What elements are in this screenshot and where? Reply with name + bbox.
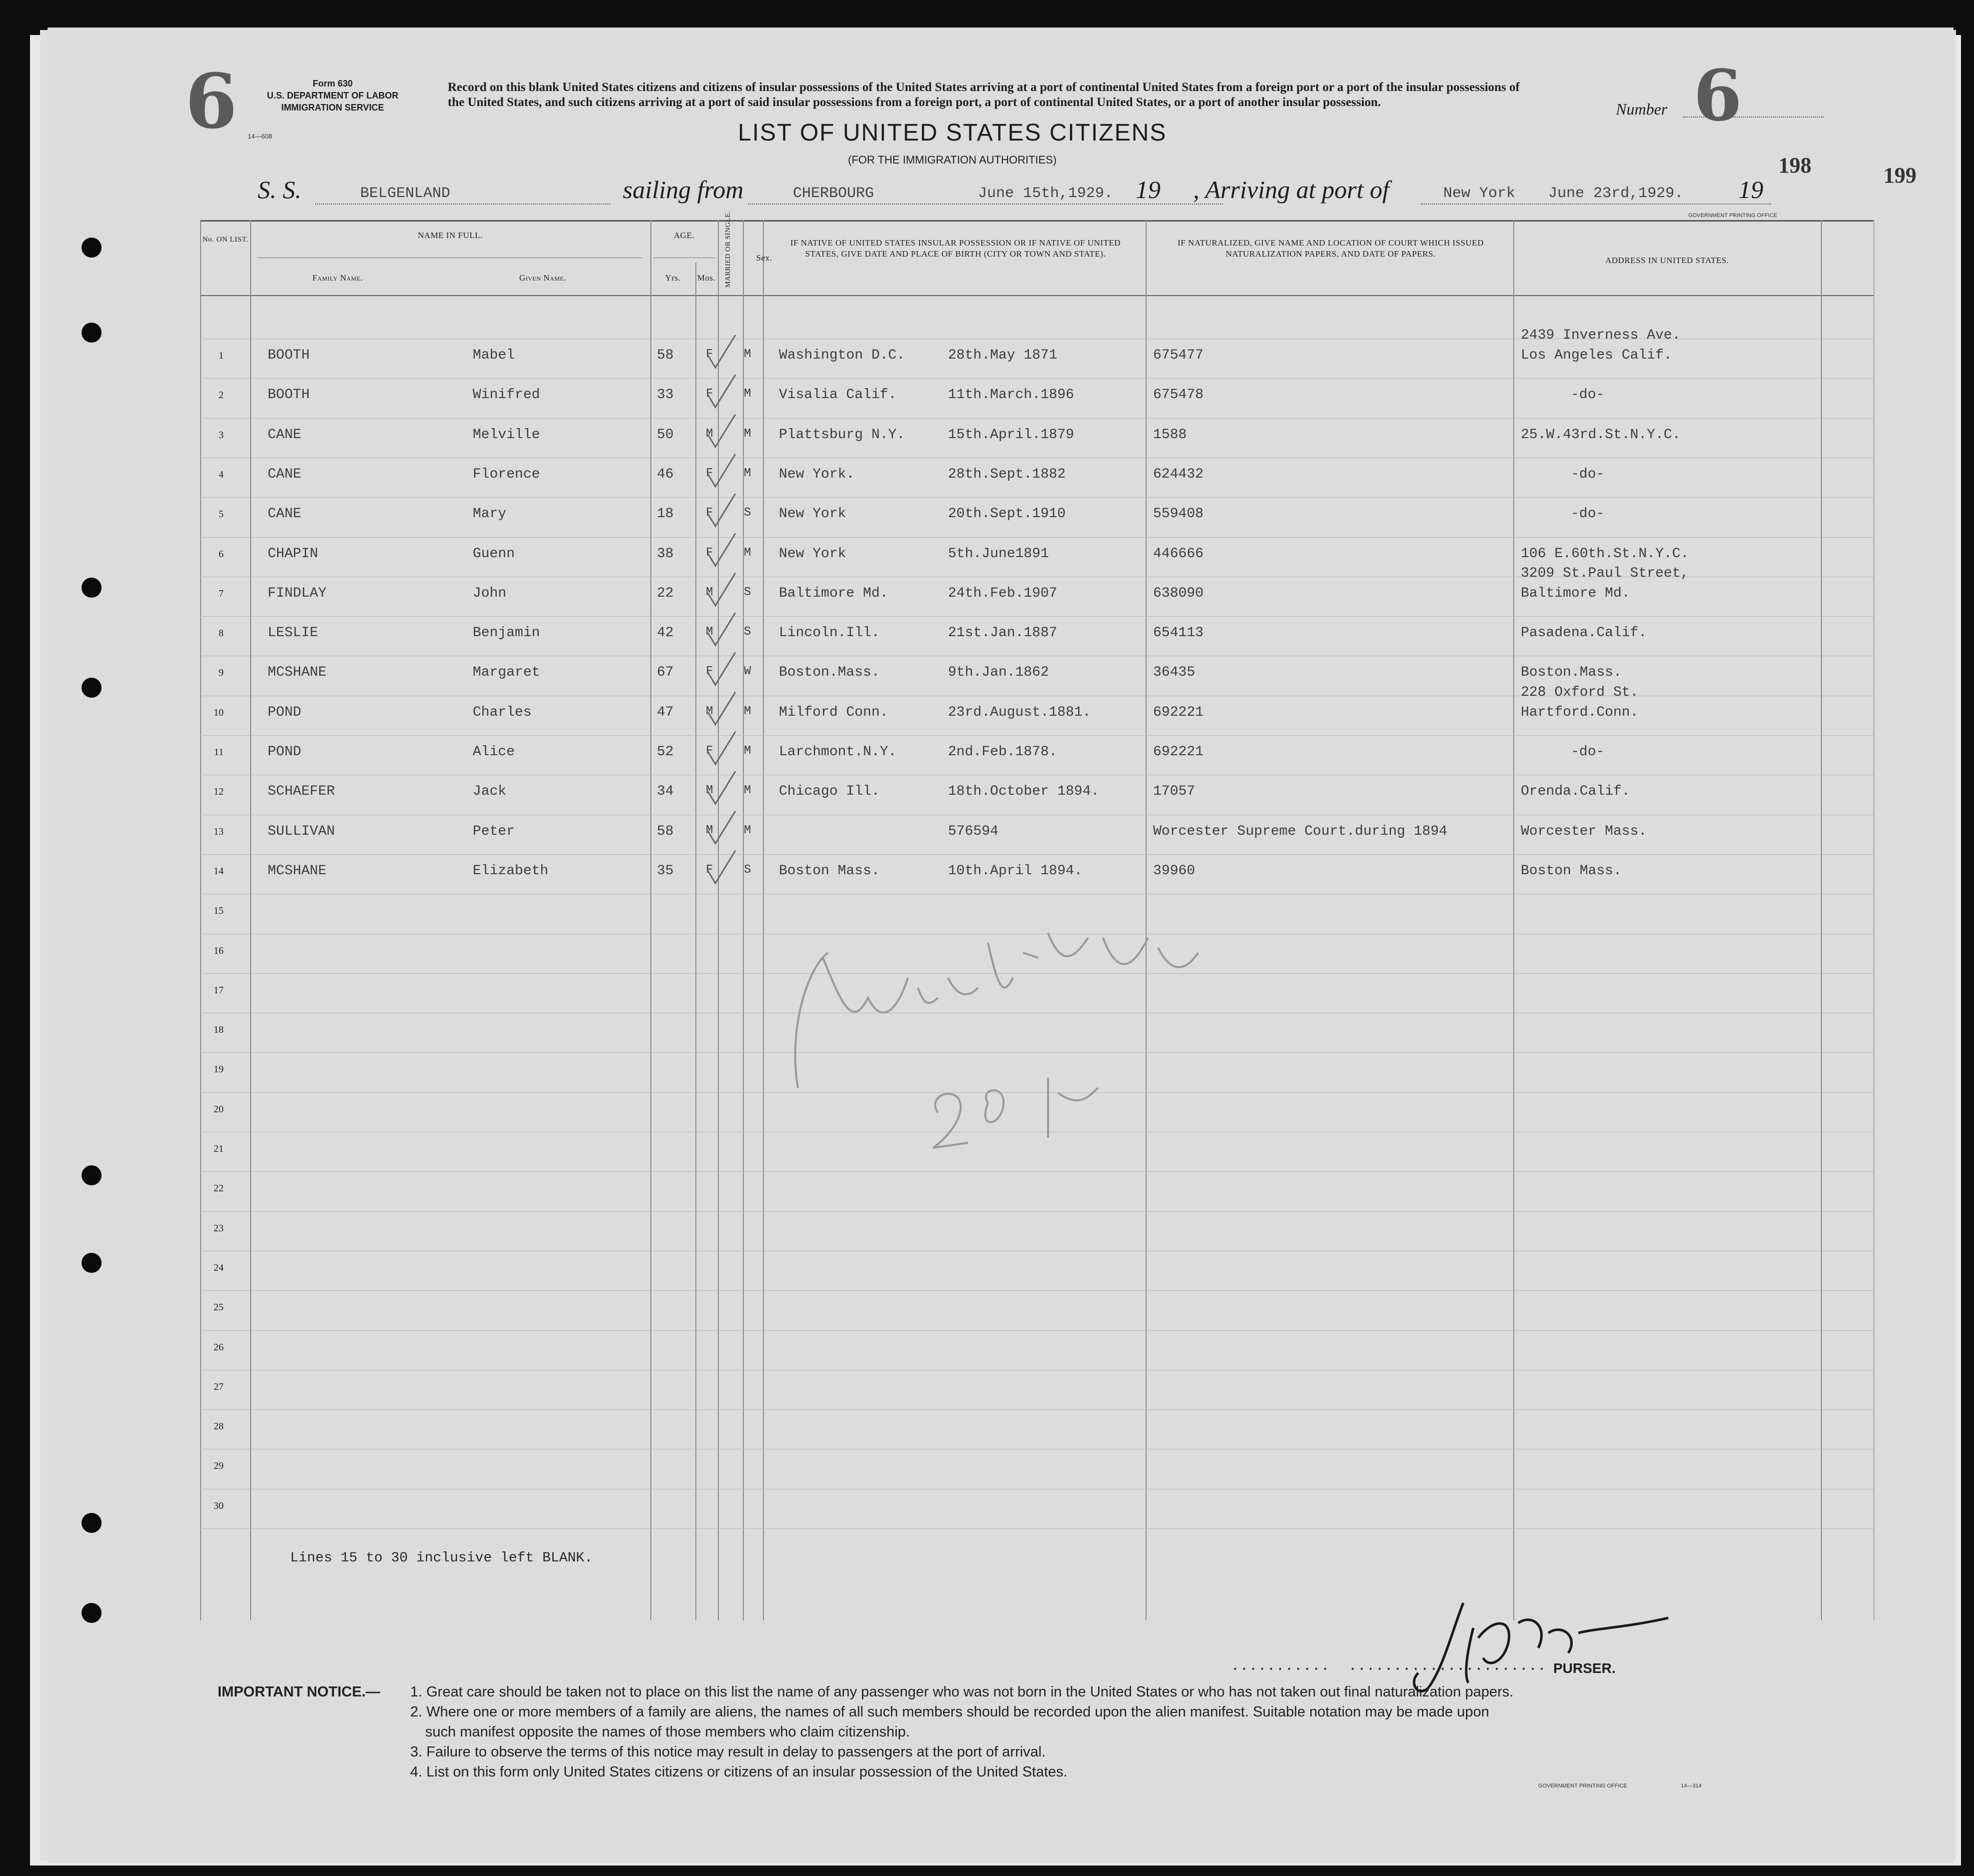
row-number: 27 xyxy=(214,1381,224,1392)
sex: M xyxy=(706,625,713,639)
address: 25.W.43rd.St.N.Y.C. xyxy=(1521,427,1681,443)
binder-hole xyxy=(82,1165,102,1185)
row-rule xyxy=(200,1330,1873,1331)
arrival-port: New York xyxy=(1443,185,1516,202)
naturalization: 654113 xyxy=(1153,625,1204,641)
naturalization: 1588 xyxy=(1153,427,1187,443)
given-name: Alice xyxy=(473,744,515,760)
table-top-rule xyxy=(200,220,1873,222)
age-years: 52 xyxy=(657,744,674,760)
sex: F xyxy=(706,665,713,679)
sex: F xyxy=(706,744,713,758)
row-number: 4 xyxy=(219,469,224,480)
birth-date: 21st.Jan.1887 xyxy=(948,625,1058,641)
family-name: CHAPIN xyxy=(268,546,318,562)
age-years: 18 xyxy=(657,506,674,522)
row-number: 25 xyxy=(214,1302,224,1313)
col-header-yrs: Yrs. xyxy=(665,273,681,283)
sex: F xyxy=(706,506,713,520)
sex: M xyxy=(706,427,713,441)
year-19-a: 19 xyxy=(1136,176,1161,204)
given-name: John xyxy=(473,585,507,601)
purser-label: PURSER. xyxy=(1553,1660,1616,1676)
notice-1: 1. Great care should be taken not to place on this list the name of any passenger who was not born in the United States or who has not taken out final naturalization papers. xyxy=(410,1684,1514,1700)
marital-status: W xyxy=(744,665,751,679)
sex: F xyxy=(706,348,713,361)
family-name: POND xyxy=(268,704,302,720)
marital-status: M xyxy=(744,704,751,718)
check-mark xyxy=(708,454,735,487)
form-code: 14—608 xyxy=(248,133,273,140)
row-number: 16 xyxy=(214,945,224,956)
row-number: 8 xyxy=(219,628,224,639)
col-header-no: No. ON LIST. xyxy=(202,236,249,244)
check-mark xyxy=(708,573,735,606)
check-mark xyxy=(708,771,735,804)
birth-place: Lincoln.Ill. xyxy=(779,625,880,641)
age-years: 35 xyxy=(657,863,674,879)
given-name: Winifred xyxy=(473,387,540,403)
ss-label: S. S. xyxy=(258,176,302,204)
sex: M xyxy=(706,823,713,837)
col-rule xyxy=(650,220,651,1620)
footer-gpo: GOVERNMENT PRINTING OFFICE xyxy=(1538,1783,1627,1789)
row-number: 18 xyxy=(214,1024,224,1036)
binder-hole xyxy=(82,323,102,343)
age-years: 58 xyxy=(657,823,674,839)
birth-place: Washington D.C. xyxy=(779,348,905,363)
birth-date: 24th.Feb.1907 xyxy=(948,585,1058,601)
binder-hole xyxy=(82,1513,102,1533)
given-name: Elizabeth xyxy=(473,863,549,879)
row-number: 19 xyxy=(214,1064,224,1075)
family-name: CANE xyxy=(268,466,302,482)
birth-place: Boston.Mass. xyxy=(779,665,880,681)
birth-date: 28th.May 1871 xyxy=(948,348,1058,363)
check-mark xyxy=(708,534,735,566)
address: 106 E.60th.St.N.Y.C. xyxy=(1521,546,1689,562)
given-name: Peter xyxy=(473,823,515,839)
binder-hole xyxy=(82,238,102,258)
row-number: 29 xyxy=(214,1460,224,1472)
row-number: 12 xyxy=(214,786,224,798)
col-header-naturalized: IF NATURALIZED, GIVE NAME AND LOCATION OF COURT WHICH ISSUED NATURALIZATION PAPERS, AND DATE OF PAPERS. xyxy=(1177,238,1484,259)
marital-status: M xyxy=(744,546,751,560)
naturalization: 17057 xyxy=(1153,784,1196,800)
row-number: 13 xyxy=(214,826,224,837)
col-rule xyxy=(250,220,251,1620)
notice-2: 2. Where one or more members of a family are aliens, the names of all such members should be recorded upon the alien manifest. Suitable notation may be made upon xyxy=(410,1704,1489,1720)
birth-date: 23rd.August.1881. xyxy=(948,704,1091,720)
address: Pasadena.Calif. xyxy=(1521,625,1647,641)
naturalization: 36435 xyxy=(1153,665,1196,681)
blank-note: Lines 15 to 30 inclusive left BLANK. xyxy=(290,1550,593,1566)
birth-date: 18th.October 1894. xyxy=(948,784,1100,800)
age-years: 33 xyxy=(657,387,674,403)
birth-date: 5th.June1891 xyxy=(948,546,1049,562)
address: Worcester Mass. xyxy=(1521,823,1647,839)
row-number: 9 xyxy=(219,667,224,679)
given-name: Mary xyxy=(473,506,507,522)
row-number: 15 xyxy=(214,905,224,917)
binder-hole xyxy=(82,678,102,698)
notice-3: 3. Failure to observe the terms of this notice may result in delay to passengers at the port of arrival. xyxy=(410,1744,1046,1760)
naturalization: 624432 xyxy=(1153,466,1204,482)
birth-place: Visalia Calif. xyxy=(779,387,897,403)
address: Boston Mass. xyxy=(1521,863,1622,879)
given-name: Margaret xyxy=(473,665,540,681)
col-rule xyxy=(695,263,696,1620)
marital-status: M xyxy=(744,823,751,837)
row-number: 20 xyxy=(214,1103,224,1115)
col-header-address: ADDRESS IN UNITED STATES. xyxy=(1605,256,1729,265)
manifest-sheet xyxy=(48,28,1953,1863)
given-name: Mabel xyxy=(473,348,515,363)
check-mark xyxy=(708,811,735,844)
given-name: Florence xyxy=(473,466,540,482)
footer-form-code: 14—314 xyxy=(1681,1783,1702,1789)
check-mark xyxy=(708,375,735,407)
birth-place: New York xyxy=(779,546,846,562)
age-years: 50 xyxy=(657,427,674,443)
age-years: 42 xyxy=(657,625,674,641)
birth-date: 15th.April.1879 xyxy=(948,427,1075,443)
birth-date: 2nd.Feb.1878. xyxy=(948,744,1058,760)
row-number: 11 xyxy=(214,747,224,758)
naturalization: 446666 xyxy=(1153,546,1204,562)
page-stamp: 198 xyxy=(1778,153,1811,178)
notice-4: 4. List on this form only United States citizens or citizens of an insular possession of the United States. xyxy=(410,1764,1068,1780)
marital-status: M xyxy=(744,784,751,798)
col-header-married: MARRIED OR SINGLE. xyxy=(724,211,732,288)
marital-status: M xyxy=(744,427,751,441)
sex: M xyxy=(706,585,713,599)
form-info xyxy=(258,78,408,114)
naturalization: 638090 xyxy=(1153,585,1204,601)
row-number: 21 xyxy=(214,1143,224,1154)
ship-name: BELGENLAND xyxy=(360,185,451,202)
address: Boston.Mass. xyxy=(1521,665,1622,681)
family-name: LESLIE xyxy=(268,625,318,641)
header-bottom-rule xyxy=(200,295,1873,296)
row-number: 14 xyxy=(214,865,224,877)
col-rule xyxy=(763,220,764,1620)
naturalization: 675477 xyxy=(1153,348,1204,363)
check-mark xyxy=(708,652,735,685)
sex: F xyxy=(706,466,713,480)
notice-label: IMPORTANT NOTICE.— xyxy=(218,1684,380,1700)
sex: F xyxy=(706,546,713,560)
age-years: 47 xyxy=(657,704,674,720)
address-line-1: 2439 Inverness Ave. xyxy=(1521,328,1681,343)
year-19-b: 19 xyxy=(1738,176,1763,204)
row-rule xyxy=(200,1409,1873,1410)
col-header-name: NAME IN FULL. xyxy=(418,231,483,240)
address: Hartford.Conn. xyxy=(1521,704,1639,720)
family-name: MCSHANE xyxy=(268,863,327,879)
row-rule xyxy=(200,1290,1873,1291)
arriving-label: , Arriving at port of xyxy=(1193,176,1390,204)
page-title: LIST OF UNITED STATES CITIZENS xyxy=(738,120,1167,146)
naturalization: 692221 xyxy=(1153,744,1204,760)
pencil-annotation xyxy=(768,878,1218,1158)
row-rule xyxy=(200,378,1873,379)
check-mark xyxy=(708,851,735,883)
check-mark xyxy=(708,494,735,526)
check-mark xyxy=(708,415,735,447)
check-mark xyxy=(708,335,735,368)
address: -do- xyxy=(1571,387,1605,403)
sex: M xyxy=(706,784,713,798)
address: Baltimore Md. xyxy=(1521,585,1630,601)
row-rule xyxy=(200,616,1873,617)
gpo-note: GOVERNMENT PRINTING OFFICE xyxy=(1688,213,1777,219)
row-number: 26 xyxy=(214,1341,224,1353)
given-name: Charles xyxy=(473,704,532,720)
birth-date: 10th.April 1894. xyxy=(948,863,1083,879)
sheet-number-left: 6 xyxy=(185,58,238,146)
address: -do- xyxy=(1571,466,1605,482)
family-name: SCHAEFER xyxy=(268,784,335,800)
birth-place: Chicago Ill. xyxy=(779,784,880,800)
row-number: 1 xyxy=(219,350,224,361)
arrival-date: June 23rd,1929. xyxy=(1548,185,1684,202)
row-number: 6 xyxy=(219,548,224,560)
family-name: BOOTH xyxy=(268,387,310,403)
naturalization: 675478 xyxy=(1153,387,1204,403)
check-mark xyxy=(708,692,735,725)
col-rule xyxy=(1821,220,1822,1620)
family-name: CANE xyxy=(268,506,302,522)
signature-dots: ........... xyxy=(1231,1658,1330,1675)
row-rule xyxy=(200,735,1873,736)
marital-status: S xyxy=(744,625,751,639)
notice-2-cont: such manifest opposite the names of those members who claim citizenship. xyxy=(425,1724,910,1740)
check-mark xyxy=(708,732,735,764)
row-number: 7 xyxy=(219,588,224,599)
naturalization: 692221 xyxy=(1153,704,1204,720)
row-number: 17 xyxy=(214,984,224,996)
marital-status: S xyxy=(744,863,751,877)
col-header-sex: Sex. xyxy=(756,253,772,263)
marital-status: M xyxy=(744,744,751,758)
family-name: POND xyxy=(268,744,302,760)
age-years: 34 xyxy=(657,784,674,800)
department: U.S. DEPARTMENT OF LABOR xyxy=(267,91,399,101)
row-number: 22 xyxy=(214,1183,224,1194)
col-header-given: Given Name. xyxy=(519,273,566,283)
family-name: CANE xyxy=(268,427,302,443)
col-header-age: AGE. xyxy=(673,231,695,240)
birth-place: Baltimore Md. xyxy=(779,585,888,601)
col-rule xyxy=(1873,220,1874,1620)
marital-status: S xyxy=(744,506,751,520)
naturalization: 39960 xyxy=(1153,863,1196,879)
sailing-date: June 15th,1929. xyxy=(978,185,1114,202)
birth-date: 28th.Sept.1882 xyxy=(948,466,1066,482)
marital-status: M xyxy=(744,348,751,361)
binder-hole xyxy=(82,578,102,598)
row-rule xyxy=(200,1211,1873,1212)
col-rule xyxy=(1513,220,1514,1620)
birth-place: Plattsburg N.Y. xyxy=(779,427,905,443)
family-name: SULLIVAN xyxy=(268,823,335,839)
given-name: Melville xyxy=(473,427,540,443)
row-rule xyxy=(200,497,1873,498)
birth-date: 11th.March.1896 xyxy=(948,387,1075,403)
binder-hole xyxy=(82,1253,102,1273)
address-line-1: 3209 St.Paul Street, xyxy=(1521,565,1689,581)
row-number: 24 xyxy=(214,1262,224,1273)
address: Orenda.Calif. xyxy=(1521,784,1630,800)
service: IMMIGRATION SERVICE xyxy=(281,103,384,113)
row-rule xyxy=(200,418,1873,419)
birth-place: Milford Conn. xyxy=(779,704,888,720)
age-years: 58 xyxy=(657,348,674,363)
birth-date: 20th.Sept.1910 xyxy=(948,506,1066,522)
row-rule xyxy=(200,1528,1873,1529)
address: -do- xyxy=(1571,744,1605,760)
given-name: Jack xyxy=(473,784,507,800)
col-header-birth: IF NATIVE OF UNITED STATES INSULAR POSSESSION OR IF NATIVE OF UNITED STATES, GIVE DATE AND PLACE OF BIRTH (CITY OR TOWN AND STATE). xyxy=(790,238,1121,259)
family-name: FINDLAY xyxy=(268,585,327,601)
marital-status: S xyxy=(744,585,751,599)
family-name: MCSHANE xyxy=(268,665,327,681)
birth-place: New York. xyxy=(779,466,855,482)
page-subtitle: (FOR THE IMMIGRATION AUTHORITIES) xyxy=(848,154,1057,166)
form-no: Form 630 xyxy=(312,79,353,89)
row-number: 10 xyxy=(214,707,224,718)
sailing-port: CHERBOURG xyxy=(793,185,874,202)
sex: F xyxy=(706,863,713,877)
sailing-label: sailing from xyxy=(623,176,744,204)
family-name: BOOTH xyxy=(268,348,310,363)
row-rule xyxy=(200,854,1873,855)
check-marks xyxy=(698,308,758,908)
row-number: 28 xyxy=(214,1421,224,1432)
row-rule xyxy=(200,1171,1873,1172)
sex: M xyxy=(706,704,713,718)
naturalization: 559408 xyxy=(1153,506,1204,522)
birth-place: New York xyxy=(779,506,846,522)
marital-status: M xyxy=(744,466,751,480)
row-number: 5 xyxy=(219,509,224,520)
arrival-line xyxy=(1421,204,1771,205)
sex: F xyxy=(706,387,713,401)
naturalization: Worcester Supreme Court.during 1894 xyxy=(1153,823,1448,839)
col-header-mos: Mos. xyxy=(697,273,716,283)
row-number: 23 xyxy=(214,1222,224,1234)
age-years: 67 xyxy=(657,665,674,681)
row-number: 3 xyxy=(219,429,224,441)
row-rule xyxy=(200,537,1873,538)
list-number: 6 xyxy=(1693,55,1742,137)
birth-place: Larchmont.N.Y. xyxy=(779,744,897,760)
birth-date: 9th.Jan.1862 xyxy=(948,665,1049,681)
given-name: Guenn xyxy=(473,546,515,562)
row-number: 30 xyxy=(214,1500,224,1511)
given-name: Benjamin xyxy=(473,625,540,641)
signature-dots: ...................... xyxy=(1348,1658,1547,1675)
marital-status: M xyxy=(744,387,751,401)
binder-hole xyxy=(82,1603,102,1623)
address: -do- xyxy=(1571,506,1605,522)
ship-line xyxy=(315,204,610,205)
birth-place: Boston Mass. xyxy=(779,863,880,879)
birth-date: 576594 xyxy=(948,823,999,839)
page-stamp: 199 xyxy=(1883,163,1916,188)
row-number: 2 xyxy=(219,390,224,401)
age-years: 46 xyxy=(657,466,674,482)
age-years: 38 xyxy=(657,546,674,562)
age-years: 22 xyxy=(657,585,674,601)
check-mark xyxy=(708,613,735,645)
number-label: Number xyxy=(1616,100,1668,118)
address: Los Angeles Calif. xyxy=(1521,348,1672,363)
address-line-1: 228 Oxford St. xyxy=(1521,684,1639,700)
col-header-family: Family Name. xyxy=(312,273,363,283)
record-instructions: Record on this blank United States citizens and citizens of insular possessions of the United States arriving at a port of continental United States from a foreign port or a port of the insular possessions of the United States, and such citizens arriving at a port of said insular possessions from a foreign port, a port of continental United States, or a port of another insular possession. xyxy=(448,81,1520,109)
